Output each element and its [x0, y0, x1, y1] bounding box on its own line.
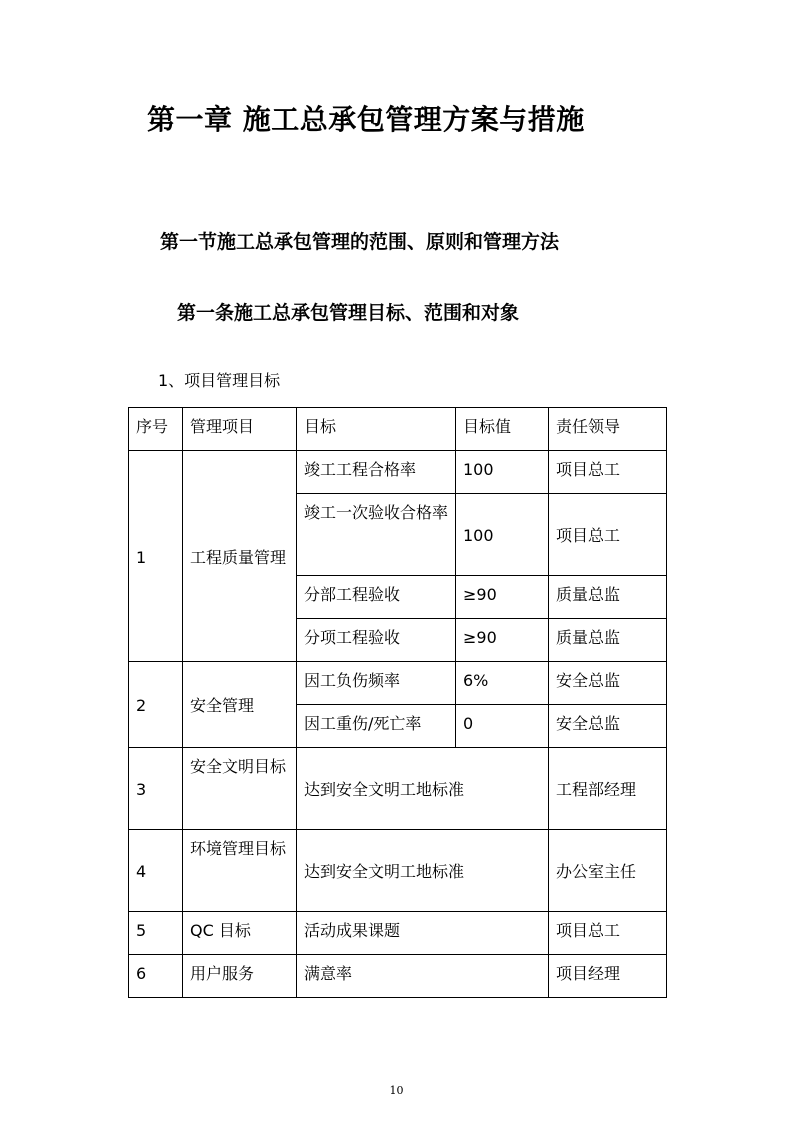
management-item-cell: 安全管理 — [183, 662, 297, 748]
table-row — [129, 451, 667, 494]
target-cell: 因工重伤/死亡率 — [297, 705, 456, 748]
target-cell: 活动成果课题 — [297, 912, 549, 955]
row-number-cell: 3 — [129, 748, 183, 830]
table-row — [129, 662, 667, 705]
target-cell: 满意率 — [297, 955, 549, 998]
target-cell: 达到安全文明工地标准 — [297, 830, 549, 912]
target-cell: 达到安全文明工地标准 — [297, 748, 549, 830]
table-row — [129, 955, 667, 998]
header-cell-no: 序号 — [129, 408, 183, 451]
responsible-leader-cell: 项目经理 — [549, 955, 667, 998]
management-targets-table — [128, 407, 667, 998]
target-cell: 竣工一次验收合格率 — [297, 494, 456, 576]
table-row — [129, 830, 667, 912]
article-title: 第一条施工总承包管理目标、范围和对象 — [177, 302, 520, 324]
management-item-cell: 安全文明目标 — [183, 748, 297, 830]
header-cell-target: 目标 — [297, 408, 456, 451]
management-item-cell: 用户服务 — [183, 955, 297, 998]
target-value-cell: 100 — [456, 451, 549, 494]
row-number-cell: 5 — [129, 912, 183, 955]
header-cell-value: 目标值 — [456, 408, 549, 451]
responsible-leader-cell: 安全总监 — [549, 705, 667, 748]
target-cell: 分项工程验收 — [297, 619, 456, 662]
section-title: 第一节施工总承包管理的范围、原则和管理方法 — [160, 231, 560, 253]
target-cell: 因工负伤频率 — [297, 662, 456, 705]
responsible-leader-cell: 办公室主任 — [549, 830, 667, 912]
responsible-leader-cell: 项目总工 — [549, 494, 667, 576]
table-row — [129, 912, 667, 955]
table-row — [129, 748, 667, 830]
responsible-leader-cell: 项目总工 — [549, 451, 667, 494]
management-item-cell: QC 目标 — [183, 912, 297, 955]
target-value-cell: ≥90 — [456, 576, 549, 619]
target-value-cell: ≥90 — [456, 619, 549, 662]
responsible-leader-cell: 质量总监 — [549, 619, 667, 662]
target-value-cell: 100 — [456, 494, 549, 576]
management-item-cell: 工程质量管理 — [183, 451, 297, 662]
responsible-leader-cell: 安全总监 — [549, 662, 667, 705]
row-number-cell: 4 — [129, 830, 183, 912]
responsible-leader-cell: 工程部经理 — [549, 748, 667, 830]
row-number-cell: 1 — [129, 451, 183, 662]
page-number: 10 — [389, 1084, 404, 1097]
responsible-leader-cell: 项目总工 — [549, 912, 667, 955]
header-cell-leader: 责任领导 — [549, 408, 667, 451]
target-value-cell: 6% — [456, 662, 549, 705]
target-cell: 分部工程验收 — [297, 576, 456, 619]
table-header-row — [129, 408, 667, 451]
responsible-leader-cell: 质量总监 — [549, 576, 667, 619]
row-number-cell: 2 — [129, 662, 183, 748]
target-value-cell: 0 — [456, 705, 549, 748]
item-heading: 1、项目管理目标 — [158, 371, 281, 390]
row-number-cell: 6 — [129, 955, 183, 998]
header-cell-item: 管理项目 — [183, 408, 297, 451]
target-cell: 竣工工程合格率 — [297, 451, 456, 494]
chapter-title: 第一章 施工总承包管理方案与措施 — [147, 103, 585, 136]
management-item-cell: 环境管理目标 — [183, 830, 297, 912]
